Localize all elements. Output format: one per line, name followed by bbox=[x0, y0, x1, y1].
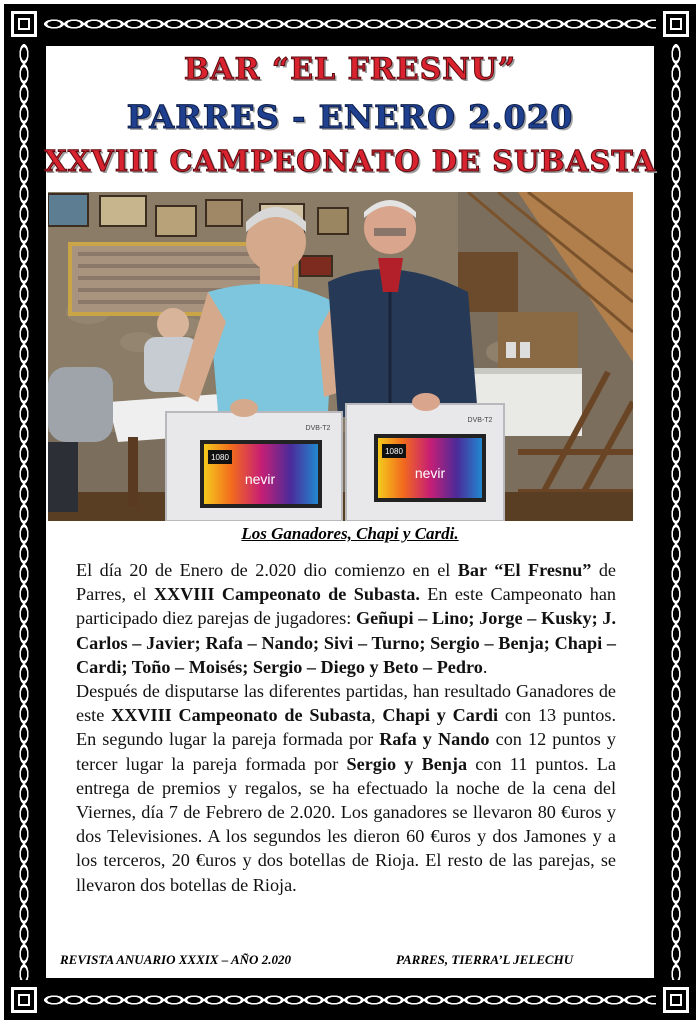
tv-tag: DVB-T2 bbox=[305, 425, 331, 432]
corner-ornament bbox=[4, 4, 44, 44]
corner-ornament bbox=[4, 980, 44, 1020]
title-championship: XXVIII CAMPEONATO DE SUBASTA bbox=[44, 144, 656, 178]
border-bottom bbox=[4, 980, 696, 1020]
tv-brand-left: nevir bbox=[244, 471, 276, 487]
photo-caption: Los Ganadores, Chapi y Cardi. bbox=[241, 524, 459, 543]
tv-brand-right: nevir bbox=[414, 465, 446, 481]
footer-location: PARRES, TIERRA’L JELECHU bbox=[396, 952, 574, 967]
corner-ornament bbox=[656, 980, 696, 1020]
title-place-date: PARRES - ENERO 2.020 bbox=[126, 98, 574, 136]
article-body bbox=[76, 558, 616, 897]
border-top bbox=[4, 4, 696, 44]
footer-publication: REVISTA ANUARIO XXXIX – AÑO 2.020 bbox=[60, 952, 291, 967]
tv-resolution-badge: 1080 bbox=[211, 453, 229, 462]
tv-resolution-badge: 1080 bbox=[385, 447, 403, 456]
article-paragraph: Después de disputarse las diferentes partidas, han resultado Ganadores de este XXVIII Campeonato de Subasta, Chapi y Cardi con 13 puntos. En segundo lugar la pareja formada por Rafa y Nando con 12 puntos y tercer lugar la pareja formada por Sergio y Benja con 11 puntos. La entrega de premios y regalos, se ha efectuado la noche de la cena del Viernes, día 7 de Febrero de 2.020. Los ganadores se llevaron 80 €uros y dos Televisiones. A los segundos les dieron 60 €uros y dos Jamones y a los terceros, 20 €uros y dos botellas de Rioja. El resto de las parejas, se llevaron dos botellas de Rioja. bbox=[76, 681, 616, 895]
article-paragraph: El día 20 de Enero de 2.020 dio comienzo en el Bar “El Fresnu” de Parres, el XXVIII Campeonato de Subasta. En este Campeonato han participado diez parejas de jugadores: Geñupi – Lino; Jorge – Kusky; J. Carlos – Javier; Rafa – Nando; Sivi – Turno; Sergio – Benja; Chapi – Cardi; Toño – Moisés; Sergio – Diego y Beto – Pedro. bbox=[76, 560, 616, 677]
winners-photo bbox=[48, 192, 633, 521]
tv-tag: DVB-T2 bbox=[467, 417, 493, 424]
title-bar-name: BAR “EL FRESNU” bbox=[183, 52, 517, 87]
corner-ornament bbox=[656, 4, 696, 44]
